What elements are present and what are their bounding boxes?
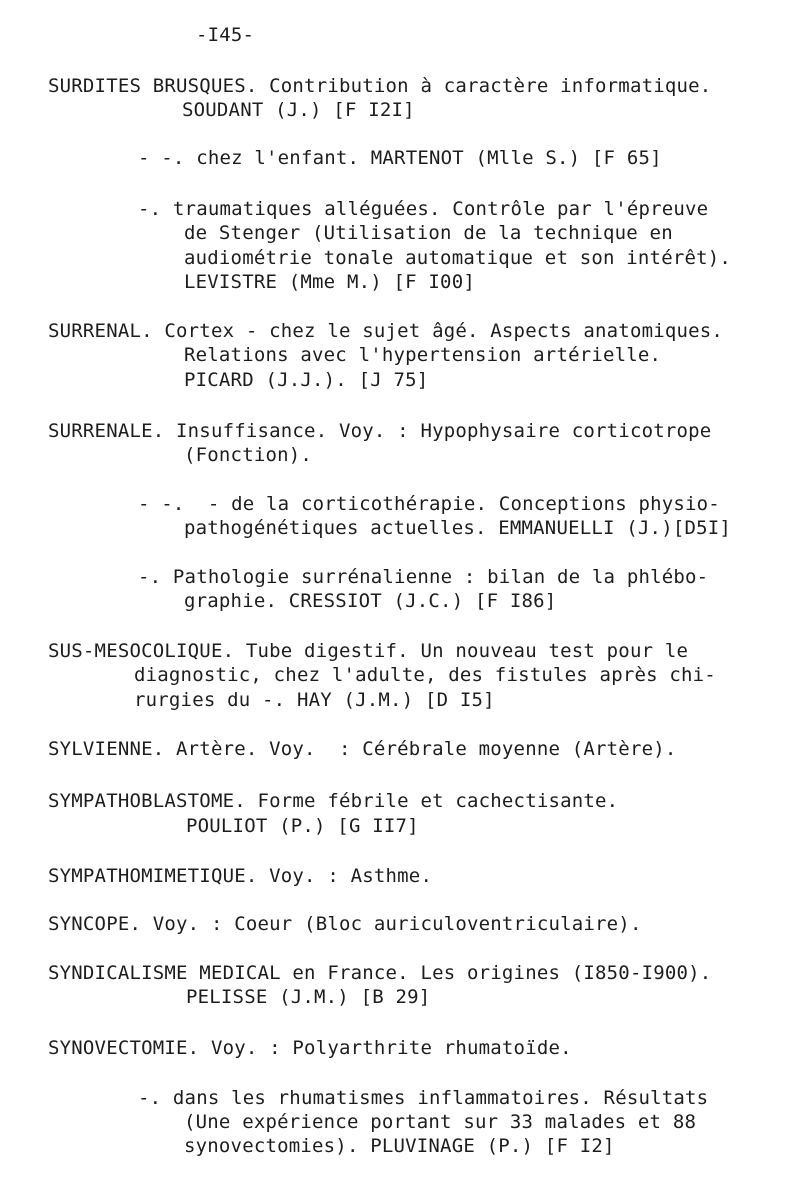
index-entry-line: PICARD (J.J.). [J 75] — [184, 369, 429, 391]
index-entry-line: SYMPATHOMIMETIQUE. Voy. : Asthme. — [48, 865, 433, 887]
index-entry-line: SOUDANT (J.) [F I2I] — [182, 99, 415, 121]
index-entry-line: diagnostic, chez l'adulte, des fistules après chi- — [134, 664, 716, 686]
index-entry-line: Relations avec l'hypertension artérielle. — [184, 344, 662, 366]
page-number: -I45- — [196, 24, 255, 46]
index-entry-line: POULIOT (P.) [G II7] — [186, 815, 419, 837]
index-entry-line: synovectomies). PLUVINAGE (P.) [F I2] — [184, 1135, 615, 1157]
index-entry-line: rurgies du -. HAY (J.M.) [D I5] — [134, 689, 495, 711]
index-entry-line: -. Pathologie surrénalienne : bilan de la phlébo- — [138, 566, 709, 588]
index-entry-line: -. traumatiques alléguées. Contrôle par l'épreuve — [138, 198, 709, 220]
index-entry-line: SYLVIENNE. Artère. Voy. : Cérébrale moyenne (Artère). — [48, 738, 677, 760]
index-entry-line: SUS-MESOCOLIQUE. Tube digestif. Un nouveau test pour le — [48, 640, 689, 662]
index-entry-line: (Une expérience portant sur 33 malades et 88 — [184, 1111, 697, 1133]
index-entry-line: SURDITES BRUSQUES. Contribution à caractère informatique. — [48, 75, 712, 97]
index-entry-line: PELISSE (J.M.) [B 29] — [186, 986, 431, 1008]
index-entry-line: audiométrie tonale automatique et son intérêt). — [184, 247, 732, 269]
index-entry-line: de Stenger (Utilisation de la technique en — [184, 222, 673, 244]
index-entry-line: SYNDICALISME MEDICAL en France. Les origines (I850-I900). — [48, 962, 712, 984]
index-entry-line: SYNOVECTOMIE. Voy. : Polyarthrite rhumatoïde. — [48, 1037, 572, 1059]
index-entry-line: LEVISTRE (Mme M.) [F I00] — [184, 271, 475, 293]
index-entry-line: SYNCOPE. Voy. : Coeur (Bloc auriculoventriculaire). — [48, 913, 642, 935]
index-entry-line: pathogénétiques actuelles. EMMANUELLI (J.)[D5I] — [184, 517, 732, 539]
index-entry-line: SYMPATHOBLASTOME. Forme fébrile et cachectisante. — [48, 790, 619, 812]
index-entry-line: SURRENAL. Cortex - chez le sujet âgé. Aspects anatomiques. — [48, 320, 724, 342]
index-entry-line: SURRENALE. Insuffisance. Voy. : Hypophysaire corticotrope — [48, 420, 712, 442]
index-entry-line: - -. chez l'enfant. MARTENOT (Mlle S.) [F 65] — [138, 147, 662, 169]
index-entry-line: - -. - de la corticothérapie. Conceptions physio- — [138, 493, 720, 515]
index-entry-line: graphie. CRESSIOT (J.C.) [F I86] — [184, 590, 557, 612]
index-entry-line: -. dans les rhumatismes inflammatoires. Résultats — [138, 1087, 709, 1109]
index-entry-line: (Fonction). — [184, 444, 313, 466]
